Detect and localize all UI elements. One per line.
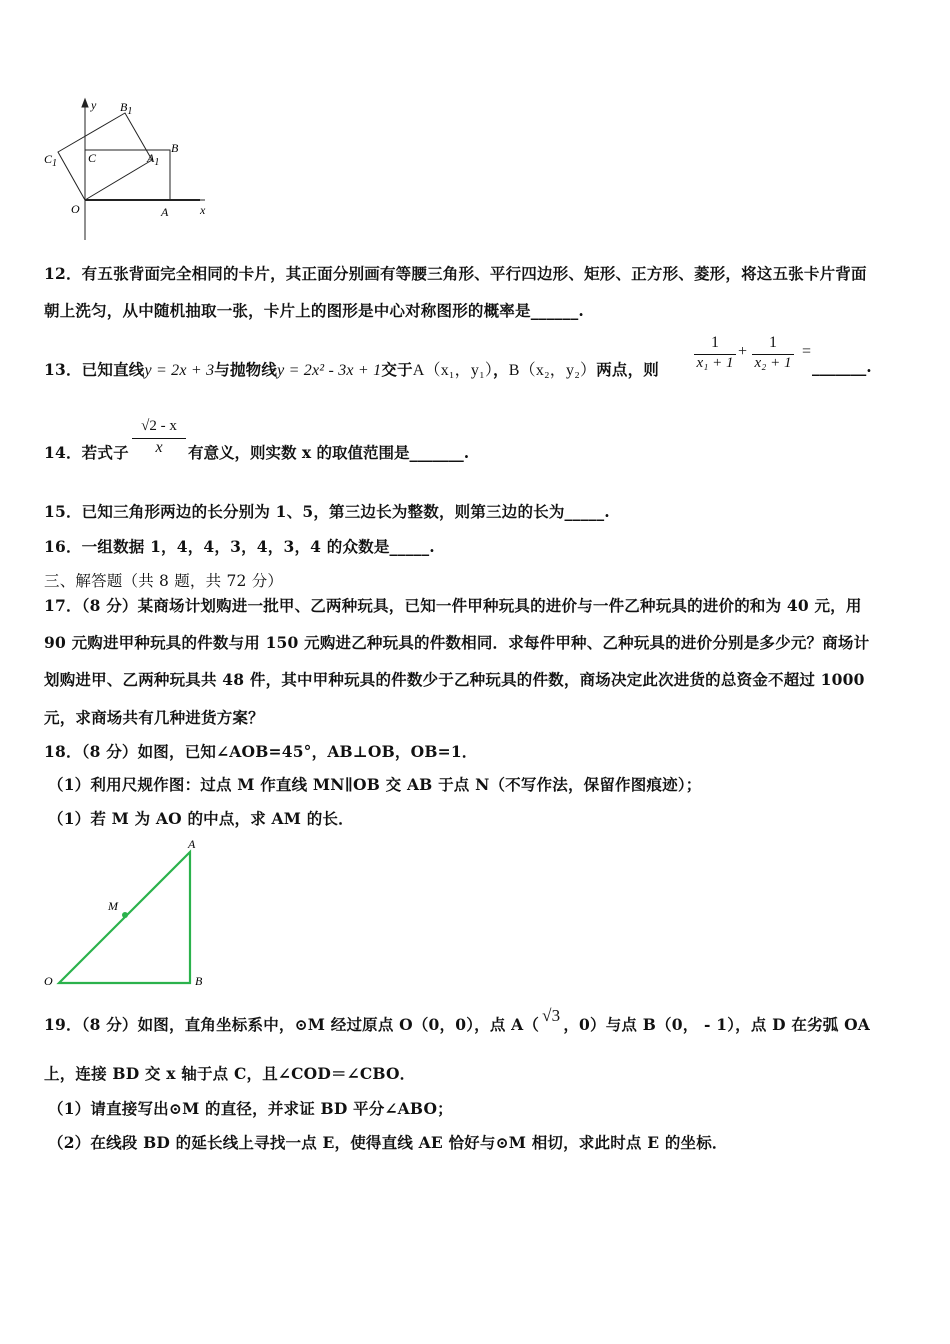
q19-line1-b: ，0）与点 B（0， - 1），点 D 在劣弧 OA [563, 1015, 871, 1034]
q13-line-expr: y = 2x + 3 [144, 362, 215, 379]
q16-text: 16．一组数据 1，4，4，3，4，3，4 的众数是_____. [44, 537, 435, 556]
label-C: C [88, 151, 97, 165]
rectangle-OA1B1C1 [58, 113, 152, 200]
q13-fraction-1 [694, 334, 736, 372]
q13-frac1-den: x₁ + 1 [694, 354, 736, 372]
q19-line4: （2）在线段 BD 的延长线上寻找一点 E，使得直线 AE 恰好与⊙M 相切，求此时点 E 的坐标． [48, 1133, 728, 1152]
label-O: O [44, 974, 53, 988]
q13-equals: = [802, 343, 812, 360]
section3-heading: 三、解答题（共 8 题，共 72 分） [44, 572, 284, 590]
label-y: y [91, 98, 97, 112]
q13-point-a: A（x₁，y₁） [412, 362, 494, 379]
q17-line2: 90 元购进甲种玩具的件数与用 150 元购进乙种玩具的件数相同．求每件甲种、乙种玩具的进价分别是多少元？商场计 [44, 633, 870, 652]
q19-line2: 上，连接 BD 交 x 轴于点 C，且∠COD＝∠CBO． [44, 1064, 416, 1083]
point-M [122, 912, 128, 918]
q19-sqrt3: √3 [542, 1006, 561, 1025]
q19-line1-a: 19．（8 分）如图，直角坐标系中，⊙M 经过原点 O（0，0），点 A（ [44, 1015, 540, 1034]
q14-den: x [132, 438, 186, 457]
q18-line1: 18．（8 分）如图，已知∠AOB=45°，AB⊥OB，OB=1． [44, 742, 478, 761]
q19-line1 [44, 1006, 871, 1035]
q15-text: 15．已知三角形两边的长分别为 1、5，第三边长为整数，则第三边的长为_____. [44, 502, 610, 521]
q14-prefix: 14．若式子 [44, 443, 129, 462]
q13-fraction-2 [752, 334, 794, 372]
q13-mid: 与抛物线 [214, 360, 278, 379]
q13-parabola-expr: y = 2x² - 3x + 1 [277, 362, 382, 379]
q13-frac2-num: 1 [769, 334, 777, 351]
q13-frac1-num: 1 [711, 334, 719, 351]
figure-right-triangle [38, 835, 218, 995]
q14-num: √2 - x [141, 418, 177, 434]
q13-prefix: 13．已知直线 [44, 360, 145, 379]
q14-fraction [132, 418, 186, 457]
label-O: O [71, 202, 80, 216]
label-C1: $C_1$ [44, 152, 58, 169]
q13-question [44, 357, 659, 380]
q13-mid3: 两点，则 [596, 360, 659, 379]
q12-line1: 12．有五张背面完全相同的卡片，其正面分别画有等腰三角形、平行四边形、矩形、正方形、菱形，将这五张卡片背面 [44, 264, 867, 283]
q17-line1: 17．（8 分）某商场计划购进一批甲、乙两种玩具，已知一件甲种玩具的进价与一件乙种玩具的进价的和为 40 元，用 [44, 596, 862, 615]
q18-line2: （1）利用尺规作图：过点 M 作直线 MN∥OB 交 AB 于点 N（不写作法，保留作图痕迹）； [48, 775, 702, 794]
q14-suffix: 有意义，则实数 x 的取值范围是_______. [188, 443, 470, 462]
label-B: B [171, 141, 179, 155]
label-M: M [108, 899, 118, 913]
q13-point-b: B（x₂，y₂） [508, 362, 597, 379]
q13-mid2: 交于 [381, 360, 413, 379]
label-A: A [188, 837, 196, 851]
q18-line3: （1）若 M 为 AO 的中点，求 AM 的长． [48, 809, 354, 828]
label-A1: $A_1$ [147, 151, 160, 168]
label-A: A [161, 205, 169, 219]
q17-line4: 元，求商场共有几种进货方案？ [44, 708, 264, 727]
label-B1: $B_1$ [120, 100, 133, 117]
q13-comma: ， [493, 360, 509, 379]
q19-line3: （1）请直接写出⊙M 的直径，并求证 BD 平分∠ABO； [48, 1099, 453, 1118]
q12-line2: 朝上洗匀，从中随机抽取一张，卡片上的图形是中心对称图形的概率是______. [44, 301, 584, 320]
q17-line3: 划购进甲、乙两种玩具共 48 件，其中甲种玩具的件数少于乙种玩具的件数，商场决定此次进货的总资金不超过 1000 [44, 670, 865, 689]
label-B: B [195, 974, 203, 988]
q13-plus: + [738, 343, 748, 360]
q13-blank: _______. [812, 357, 872, 376]
q13-frac2-den: x₂ + 1 [752, 354, 794, 372]
y-axis-arrow [82, 99, 88, 107]
label-x: x [200, 203, 206, 217]
figure-coordinate-rectangle [40, 95, 220, 245]
